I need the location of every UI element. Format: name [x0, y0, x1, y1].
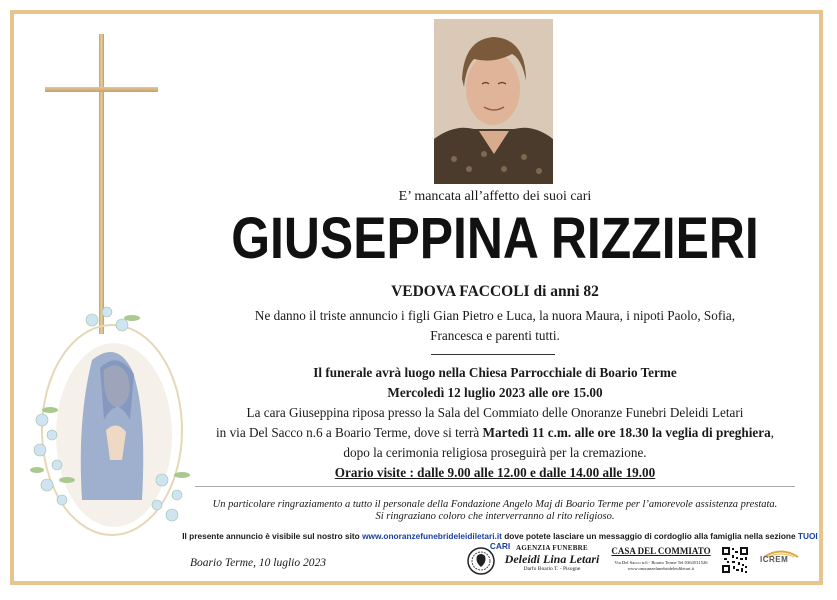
- casa-title: CASA DEL COMMIATO: [611, 546, 711, 556]
- agency-name: Deleidi Lina Letari: [504, 552, 600, 566]
- agency-locations: Darfo Boario T. - Pisogne: [523, 566, 581, 572]
- divider: [195, 486, 795, 487]
- divider: [431, 354, 555, 355]
- agency-label: AGENZIA FUNEBRE: [516, 544, 588, 552]
- thanks-line: Si ringraziano coloro che interverranno al rito religioso.: [375, 511, 615, 522]
- vigil-time: Martedì 11 c.m. alle ore 18.30 la veglia di preghiera: [482, 425, 771, 440]
- website-link[interactable]: www.onoranzefunebrideleidiletari.it: [362, 531, 502, 541]
- deceased-name: GIUSEPPINA RIZZIERI: [231, 206, 759, 271]
- place-date: Boario Terme, 10 luglio 2023: [190, 557, 326, 569]
- cross-icon: [99, 34, 104, 334]
- vigil-line: [190, 423, 800, 443]
- intro-text: E’ mancata all’affetto dei suoi cari: [398, 189, 592, 204]
- qr-code-icon[interactable]: [721, 546, 749, 574]
- agency-info: [497, 544, 607, 572]
- cremation-line: dopo la cerimonia religiosa proseguirà per la cremazione.: [343, 445, 647, 460]
- madonna-flowers-image: [22, 300, 202, 560]
- vigil-text: in via Del Sacco n.6 a Boario Terme, dove si terrà: [216, 425, 483, 440]
- agency-logo-icon: [467, 546, 495, 576]
- casa-commiato-info: [606, 546, 716, 571]
- notice-text: Il presente annuncio è visibile sul nostro sito: [182, 531, 363, 541]
- visiting-hours: Orario visite : dalle 9.00 alle 12.00 e dalle 14.00 alle 19.00: [334, 465, 656, 480]
- funeral-location: Il funerale avrà luogo nella Chiesa Parrocchiale di Boario Terme: [313, 365, 677, 380]
- icrem-label: ICREM: [760, 555, 789, 564]
- funeral-date: Mercoledì 12 luglio 2023 alle ore 15.00: [387, 385, 603, 400]
- widow-line: VEDOVA FACCOLI di anni 82: [391, 283, 599, 300]
- notice-text: dove potete lasciare un messaggio di cordoglio alla famiglia nella sezione: [501, 531, 798, 541]
- casa-site: www.onoranzefunebrideleidiletari.it: [627, 566, 695, 571]
- announcement-line: Francesca e parenti tutti.: [430, 328, 560, 343]
- rest-location: La cara Giuseppina riposa presso la Sala del Commiato delle Onoranze Funebri Deleidi Letari: [246, 405, 744, 420]
- announcement-line: Ne danno il triste annuncio i figli Gian Pietro e Luca, la nuora Maura, i nipoti Paolo, Sofia,: [254, 308, 736, 323]
- casa-address: Via Del Sacco n.6 - Boario Terme Tel.0364531526: [614, 560, 708, 565]
- thanks-line: Un particolare ringraziamento a tutto il personale della Fondazione Angelo Maj di Boario Terme per l’amorevole assistenza prestata.: [212, 499, 778, 510]
- deceased-photo: [434, 19, 553, 184]
- vigil-comma: ,: [770, 425, 774, 440]
- cross-arm: [45, 87, 158, 92]
- section-link[interactable]: TUOI CARI: [489, 531, 818, 551]
